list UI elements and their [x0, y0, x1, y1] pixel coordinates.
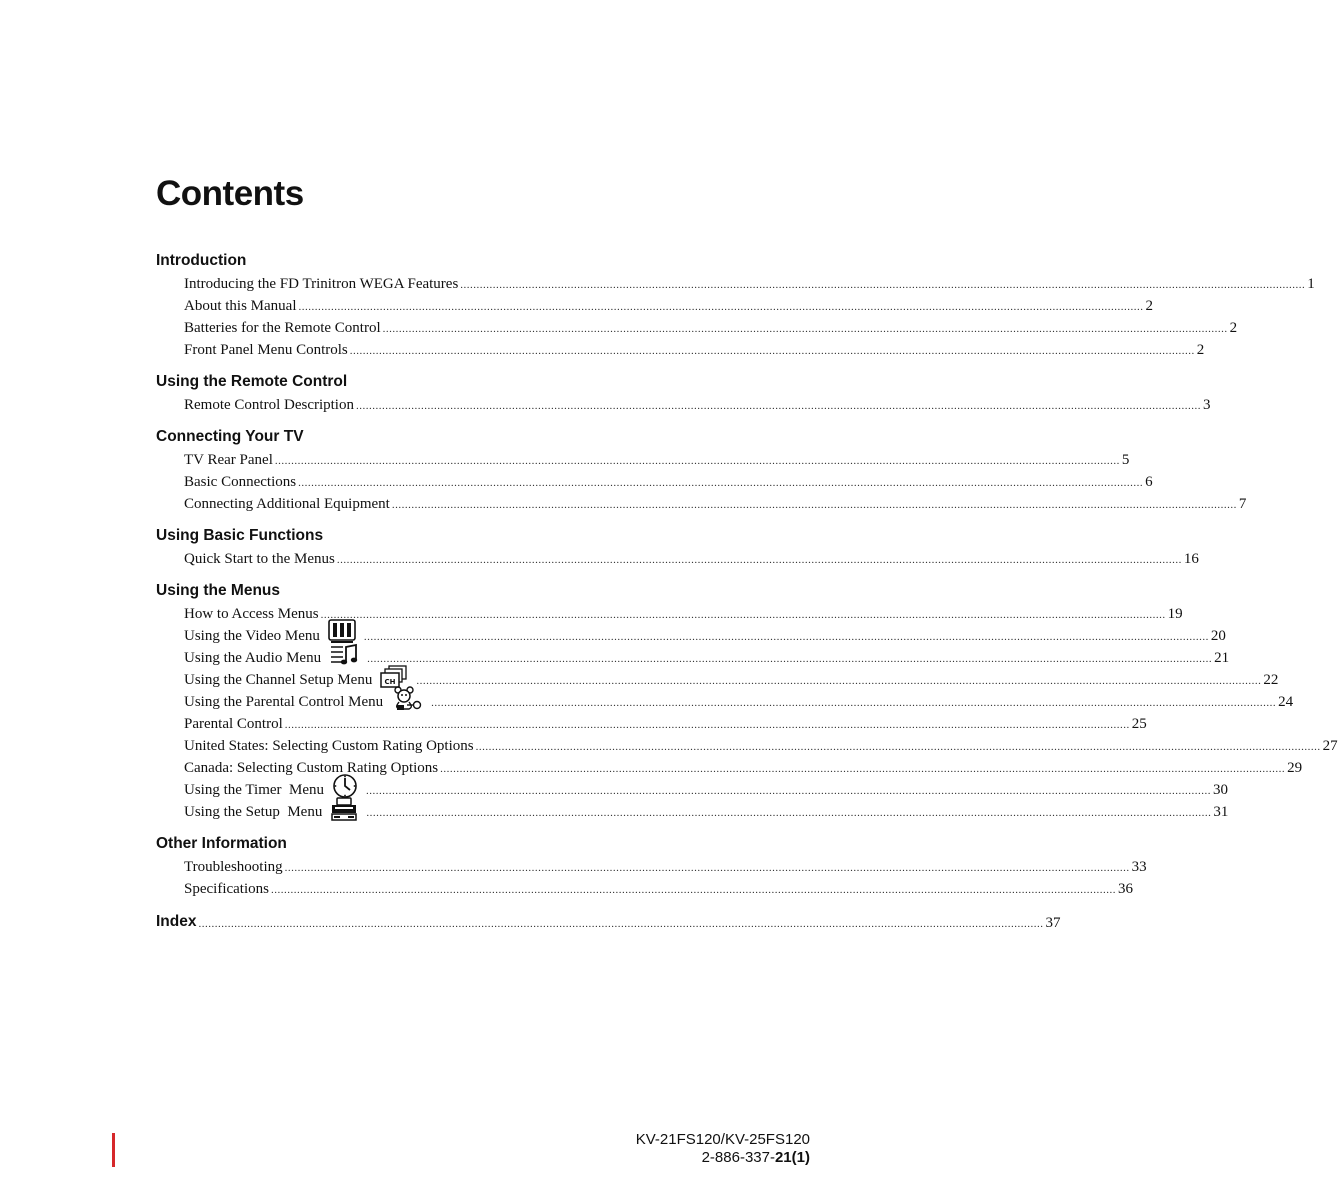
toc-entry[interactable] — [156, 876, 1133, 898]
setup-menu-icon — [330, 799, 358, 821]
toc-entry[interactable] — [156, 315, 1238, 337]
svg-text:CH: CH — [384, 678, 396, 686]
section-title: Using the Remote Control — [156, 373, 348, 390]
toc-section — [156, 580, 1338, 821]
entry-label: Using the Channel Setup Menu — [184, 672, 373, 688]
dot-leader: .................................................................................................................................................................................................................................................................... — [355, 400, 1201, 412]
dot-leader: .................................................................................................................................................................................................................................................................... — [363, 631, 1209, 643]
page-number: 21 — [1214, 650, 1230, 666]
dot-leader: .................................................................................................................................................................................................................................................................... — [431, 697, 1277, 709]
entry-label: Using the Parental Control Menu — [184, 694, 384, 710]
dot-leader: .................................................................................................................................................................................................................................................................... — [366, 785, 1212, 797]
dot-leader: .................................................................................................................................................................................................................................................................... — [475, 741, 1321, 753]
page-number: 37 — [1045, 915, 1061, 931]
page-number: 30 — [1213, 782, 1229, 798]
toc-entry[interactable] — [156, 645, 1230, 667]
page-number: 2 — [1196, 342, 1205, 358]
toc-entry[interactable] — [156, 392, 1211, 414]
page-number: 20 — [1210, 628, 1226, 644]
page-number: 29 — [1287, 760, 1303, 776]
page-number: 31 — [1213, 804, 1229, 820]
page-number: 16 — [1183, 551, 1199, 567]
dot-leader: .................................................................................................................................................................................................................................................................... — [336, 554, 1182, 566]
section-title: Using Basic Functions — [156, 527, 324, 544]
section-title: Introduction — [156, 252, 247, 269]
toc-entry[interactable] — [156, 447, 1130, 469]
toc-entry[interactable] — [156, 491, 1247, 513]
dot-leader: .................................................................................................................................................................................................................................................................... — [460, 279, 1306, 291]
toc-entry[interactable] — [156, 337, 1205, 359]
toc-entry[interactable] — [156, 667, 1279, 689]
model-info — [636, 1131, 810, 1167]
entry-label: Using the Setup Menu — [184, 804, 323, 820]
entry-label: Batteries for the Remote Control — [184, 320, 381, 336]
entry-label: Canada: Selecting Custom Rating Options — [184, 760, 439, 776]
toc-entry[interactable] — [156, 854, 1147, 876]
toc-entry[interactable] — [156, 711, 1147, 733]
toc-entry[interactable] — [156, 733, 1338, 755]
toc-section — [156, 250, 1315, 359]
dot-leader: .................................................................................................................................................................................................................................................................... — [416, 675, 1262, 687]
toc-entry[interactable] — [156, 546, 1199, 568]
page-number: 22 — [1263, 672, 1279, 688]
page-number: 19 — [1167, 606, 1183, 622]
toc-entry[interactable] — [156, 271, 1315, 293]
entry-label: Using the Video Menu — [184, 628, 320, 644]
entry-label: Introducing the FD Trinitron WEGA Features — [184, 276, 459, 292]
entry-label: About this Manual — [184, 298, 297, 314]
entry-label: How to Access Menus — [184, 606, 319, 622]
parental-control-icon — [391, 689, 423, 711]
page-number: 1 — [1307, 276, 1315, 292]
index-label: Index — [156, 913, 197, 930]
page-number: 7 — [1238, 496, 1247, 512]
entry-label: Specifications — [184, 881, 269, 897]
entry-label: Troubleshooting — [184, 859, 283, 875]
page-number: 2 — [1145, 298, 1153, 314]
dot-leader: .................................................................................................................................................................................................................................................................... — [284, 862, 1130, 874]
page-number: 24 — [1278, 694, 1294, 710]
page-number: 2 — [1229, 320, 1238, 336]
toc-section — [156, 525, 1199, 568]
dot-leader: .................................................................................................................................................................................................................................................................... — [298, 301, 1144, 313]
dot-leader: .................................................................................................................................................................................................................................................................... — [298, 477, 1144, 489]
dot-leader: .................................................................................................................................................................................................................................................................... — [366, 807, 1212, 819]
toc-entry[interactable] — [156, 777, 1229, 799]
toc-index-entry[interactable] — [156, 910, 1061, 932]
table-of-contents — [156, 250, 1338, 932]
page-number: 25 — [1131, 716, 1147, 732]
page-number: 5 — [1121, 452, 1130, 468]
toc-entry[interactable] — [156, 623, 1226, 645]
toc-entry[interactable] — [156, 755, 1303, 777]
toc-entry[interactable] — [156, 799, 1229, 821]
page-number: 27 — [1322, 738, 1338, 754]
entry-label: United States: Selecting Custom Rating Options — [184, 738, 474, 754]
toc-entry[interactable] — [156, 293, 1153, 315]
dot-leader: .................................................................................................................................................................................................................................................................... — [440, 763, 1286, 775]
page-number: 6 — [1145, 474, 1153, 490]
entry-label: Remote Control Description — [184, 397, 354, 413]
dot-leader: .................................................................................................................................................................................................................................................................... — [382, 323, 1228, 335]
toc-section — [156, 371, 1211, 414]
entry-label: Using the Audio Menu — [184, 650, 322, 666]
entry-label: Quick Start to the Menus — [184, 551, 335, 567]
dot-leader: .................................................................................................................................................................................................................................................................... — [367, 653, 1213, 665]
page-title: Contents — [156, 174, 304, 213]
toc-entry[interactable] — [156, 601, 1183, 623]
section-title: Using the Menus — [156, 582, 281, 599]
toc-entry[interactable] — [156, 469, 1153, 491]
dot-leader: .................................................................................................................................................................................................................................................................... — [198, 918, 1044, 930]
model-number: KV-21FS120/KV-25FS120 — [635, 1131, 810, 1148]
entry-label: Parental Control — [184, 716, 283, 732]
dot-leader: .................................................................................................................................................................................................................................................................... — [274, 455, 1120, 467]
audio-menu-icon — [329, 645, 359, 667]
dot-leader: .................................................................................................................................................................................................................................................................... — [349, 345, 1195, 357]
page-number: 36 — [1117, 881, 1133, 897]
entry-label: Basic Connections — [184, 474, 297, 490]
entry-label: Connecting Additional Equipment — [184, 496, 390, 512]
entry-label: Front Panel Menu Controls — [184, 342, 348, 358]
part-number: 2-886-337-21(1) — [701, 1149, 810, 1166]
accent-bar — [112, 1133, 115, 1167]
toc-section — [156, 833, 1147, 898]
dot-leader: .................................................................................................................................................................................................................................................................... — [284, 719, 1130, 731]
page-number: 3 — [1202, 397, 1211, 413]
toc-entry[interactable] — [156, 689, 1294, 711]
dot-leader: .................................................................................................................................................................................................................................................................... — [391, 499, 1237, 511]
toc-section — [156, 426, 1247, 513]
entry-label: TV Rear Panel — [184, 452, 273, 468]
section-title: Other Information — [156, 835, 287, 852]
page-number: 33 — [1131, 859, 1147, 875]
timer-menu-icon — [332, 777, 358, 799]
dot-leader: .................................................................................................................................................................................................................................................................... — [320, 609, 1166, 621]
section-title: Connecting Your TV — [156, 428, 304, 445]
video-menu-icon — [328, 623, 356, 645]
dot-leader: .................................................................................................................................................................................................................................................................... — [270, 884, 1116, 896]
entry-label: Using the Timer Menu — [184, 782, 325, 798]
